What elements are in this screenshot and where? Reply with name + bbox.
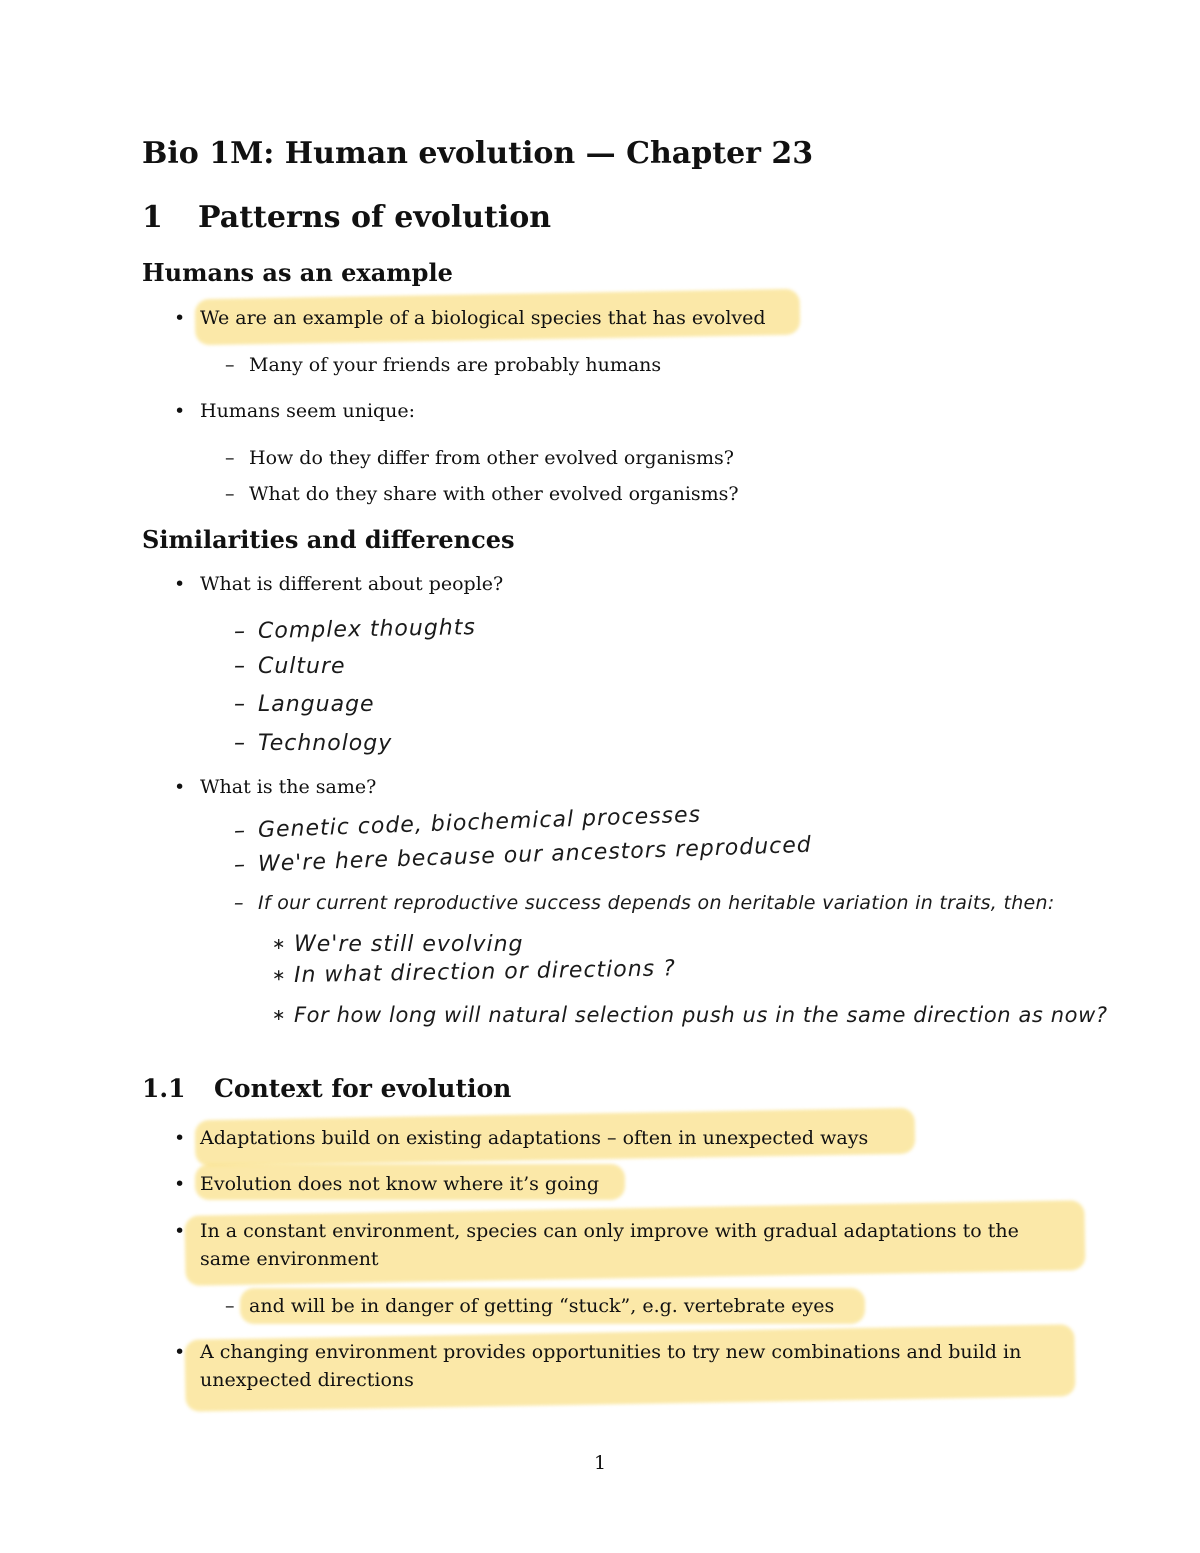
highlight-ctx-b3	[184, 1200, 1085, 1286]
list-item: • What is different about people?	[200, 573, 503, 595]
list-item: • In a constant environment, species can only improve with gradual adaptations to the	[200, 1220, 1019, 1242]
list-item: – Many of your friends are probably humans	[249, 354, 661, 376]
list-item: • What is the same?	[200, 776, 376, 798]
subheading-similarities: Similarities and differences	[142, 525, 515, 554]
list-item-continuation: unexpected directions	[200, 1369, 414, 1391]
document-title: Bio 1M: Human evolution — Chapter 23	[142, 136, 814, 171]
section-title: Patterns of evolution	[198, 200, 552, 235]
handwritten-note: ∗ For how long will natural selection push us in the same direction as now?	[294, 1003, 1108, 1027]
list-item: • Adaptations build on existing adaptations – often in unexpected ways	[200, 1127, 868, 1149]
list-item: – How do they differ from other evolved organisms?	[249, 447, 734, 469]
handwritten-note: – We're here because our ancestors reproduced	[258, 833, 813, 877]
subsection-title: Context for evolution	[214, 1074, 512, 1103]
page-number: 1	[594, 1452, 607, 1474]
list-item-continuation: same environment	[200, 1248, 379, 1270]
handwritten-note: – If our current reproductive success depends on heritable variation in traits, then:	[258, 892, 1055, 914]
handwritten-note: ∗ In what direction or directions ?	[294, 956, 676, 988]
handwritten-note: – Genetic code, biochemical processes	[258, 803, 702, 843]
section-heading	[142, 200, 551, 235]
handwritten-note: ∗ We're still evolving	[294, 932, 524, 957]
list-item: – and will be in danger of getting “stuck”, e.g. vertebrate eyes	[249, 1295, 834, 1317]
subheading-humans: Humans as an example	[142, 258, 453, 287]
list-item: • We are an example of a biological species that has evolved	[200, 307, 766, 329]
section-number: 1	[142, 200, 163, 235]
list-item: • Humans seem unique:	[200, 400, 415, 422]
list-item: • A changing environment provides opportunities to try new combinations and build in	[200, 1341, 1021, 1363]
handwritten-note: – Language	[258, 692, 375, 717]
list-item: – What do they share with other evolved organisms?	[249, 483, 739, 505]
handwritten-note: – Complex thoughts	[258, 615, 476, 644]
handwritten-note: – Technology	[258, 731, 392, 756]
subsection-heading	[142, 1074, 511, 1103]
highlight-ctx-b4	[184, 1324, 1075, 1412]
subsection-number: 1.1	[142, 1074, 186, 1103]
handwritten-note: – Culture	[258, 654, 346, 679]
list-item: • Evolution does not know where it’s going	[200, 1173, 599, 1195]
